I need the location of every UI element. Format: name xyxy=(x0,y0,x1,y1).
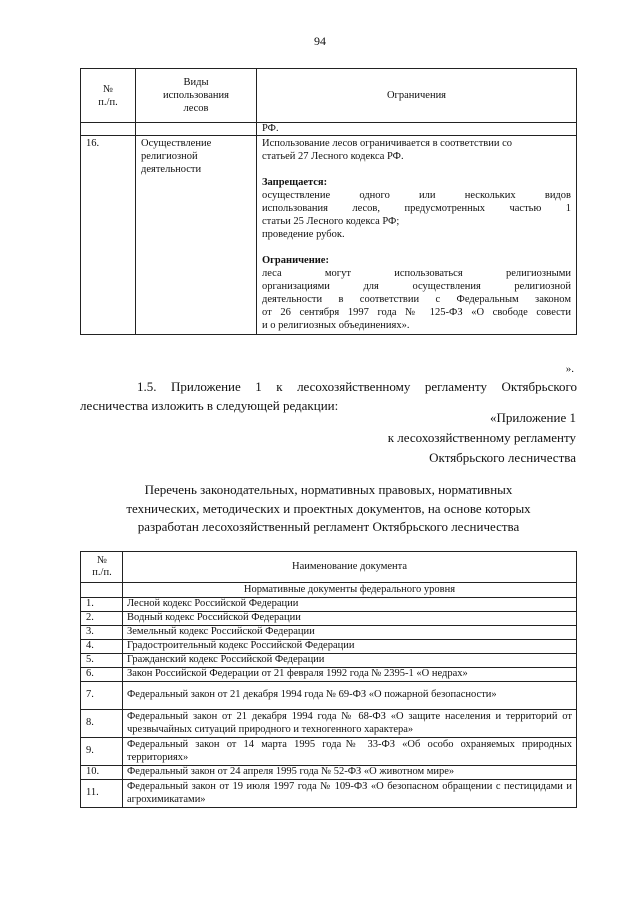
row-name: Водный кодекс Российской Федерации xyxy=(123,612,577,626)
section-title: Нормативные документы федерального уровня xyxy=(123,583,577,598)
row-num: 16. xyxy=(81,136,136,335)
table-header-row xyxy=(81,69,577,123)
row-num: 5. xyxy=(81,654,123,668)
row-num: 4. xyxy=(81,640,123,654)
prohibited-line: статьи 25 Лесного кодекса РФ; xyxy=(262,216,400,227)
section-empty xyxy=(81,583,123,598)
header-num-text: № п./п. xyxy=(92,554,112,578)
table-row xyxy=(81,668,577,682)
use-type-line: деятельности xyxy=(141,164,202,175)
row-name: Градостроительный кодекс Российской Федерации xyxy=(123,640,577,654)
title-line: разработан лесохозяйственный регламент Октябрьского лесничества xyxy=(137,519,520,534)
table-row xyxy=(81,612,577,626)
row-num: 2. xyxy=(81,612,123,626)
restrictions-table xyxy=(80,68,577,335)
header-forest-use xyxy=(136,69,257,123)
restriction-text-line: Использование лесов ограничивается в соответствии со xyxy=(262,138,513,149)
row-num: 6. xyxy=(81,668,123,682)
row-name: Земельный кодекс Российской Федерации xyxy=(123,626,577,640)
table-row xyxy=(81,598,577,612)
page-number: 94 xyxy=(314,34,326,48)
table-row xyxy=(81,682,577,710)
restriction-line: леса могут использоваться религиозными xyxy=(262,268,571,279)
row-name: Федеральный закон от 21 декабря 1994 года № 69-ФЗ «О пожарной безопасности» xyxy=(123,682,577,710)
appendix-heading xyxy=(246,408,576,468)
prohibited-line: осуществление одного или нескольких видов xyxy=(262,190,571,201)
header-num-text: № п./п. xyxy=(98,83,118,108)
row-num: 9. xyxy=(81,738,123,766)
row-num: 7. xyxy=(81,682,123,710)
use-type-line: Осуществление xyxy=(141,138,212,149)
appendix-line: Октябрьского лесничества xyxy=(429,450,576,465)
table-header-row xyxy=(81,552,577,583)
row-name: Федеральный закон от 19 июля 1997 года № 109-ФЗ «О безопасном обращении с пестицидами и агрохимикатами» xyxy=(123,780,577,808)
table-row xyxy=(81,738,577,766)
row-num: 11. xyxy=(81,780,123,808)
continuation-text: РФ. xyxy=(257,123,577,136)
appendix-line: «Приложение 1 xyxy=(489,410,576,425)
prohibited-label: Запрещается: xyxy=(262,177,328,188)
header-document-name: Наименование документа xyxy=(123,552,577,583)
restriction-line: организациями для осуществления религиозной xyxy=(262,281,571,292)
header-forest-use-text: Виды использования лесов xyxy=(163,77,229,114)
title-line: технических, методических и проектных документов, на основе которых xyxy=(126,500,531,516)
header-num xyxy=(81,552,123,583)
document-title xyxy=(80,481,577,537)
row-name: Закон Российской Федерации от 21 февраля 1992 года № 2395-1 «О недрах» xyxy=(123,668,577,682)
row-num: 1. xyxy=(81,598,123,612)
appendix-line: к лесохозяйственному регламенту xyxy=(387,430,576,445)
closing-quote: ». xyxy=(565,363,574,375)
table-row xyxy=(81,136,577,335)
continuation-empty-2 xyxy=(136,123,257,136)
title-line: Перечень законодательных, нормативных правовых, нормативных xyxy=(144,482,513,497)
restriction-line: от 26 сентября 1997 года № 125-ФЗ «О свободе совести xyxy=(262,307,571,318)
use-type-line: религиозной xyxy=(141,151,198,162)
table-row xyxy=(81,626,577,640)
prohibited-line: проведение рубок. xyxy=(262,229,345,240)
continuation-row xyxy=(81,123,577,136)
row-num: 10. xyxy=(81,766,123,780)
prohibited-line: использования лесов, предусмотренных частью 1 xyxy=(262,203,571,214)
table-row xyxy=(81,766,577,780)
restriction-line: и о религиозных объединениях». xyxy=(262,320,410,331)
restriction-text-line: статьей 27 Лесного кодекса РФ. xyxy=(262,151,404,162)
restriction-line: деятельности в соответствии с Федеральным законом xyxy=(262,294,571,305)
paragraph-line: 1.5. Приложение 1 к лесохозяйственному регламенту Октябрьского xyxy=(137,379,577,394)
row-num: 3. xyxy=(81,626,123,640)
table-row xyxy=(81,640,577,654)
section-row xyxy=(81,583,577,598)
header-num xyxy=(81,69,136,123)
continuation-empty-1 xyxy=(81,123,136,136)
table-row xyxy=(81,654,577,668)
paragraph-line: лесничества изложить в следующей редакции: xyxy=(80,398,339,413)
table-row xyxy=(81,710,577,738)
restriction-label: Ограничение: xyxy=(262,255,329,266)
row-restrictions xyxy=(257,136,577,335)
row-name: Лесной кодекс Российской Федерации xyxy=(123,598,577,612)
row-name: Федеральный закон от 24 апреля 1995 года № 52-ФЗ «О животном мире» xyxy=(123,766,577,780)
row-name: Гражданский кодекс Российской Федерации xyxy=(123,654,577,668)
row-name: Федеральный закон от 21 декабря 1994 года № 68-ФЗ «О защите населения и территорий от чрезвычайных ситуаций природного и техногенного характера» xyxy=(123,710,577,738)
documents-table xyxy=(80,551,577,808)
header-restrictions-text: Ограничения xyxy=(386,90,447,101)
header-restrictions xyxy=(257,69,577,123)
table-row xyxy=(81,780,577,808)
row-use-type xyxy=(136,136,257,335)
row-name: Федеральный закон от 14 марта 1995 года№ 33-ФЗ «Об особо охраняемых природных территориях» xyxy=(123,738,577,766)
row-num: 8. xyxy=(81,710,123,738)
